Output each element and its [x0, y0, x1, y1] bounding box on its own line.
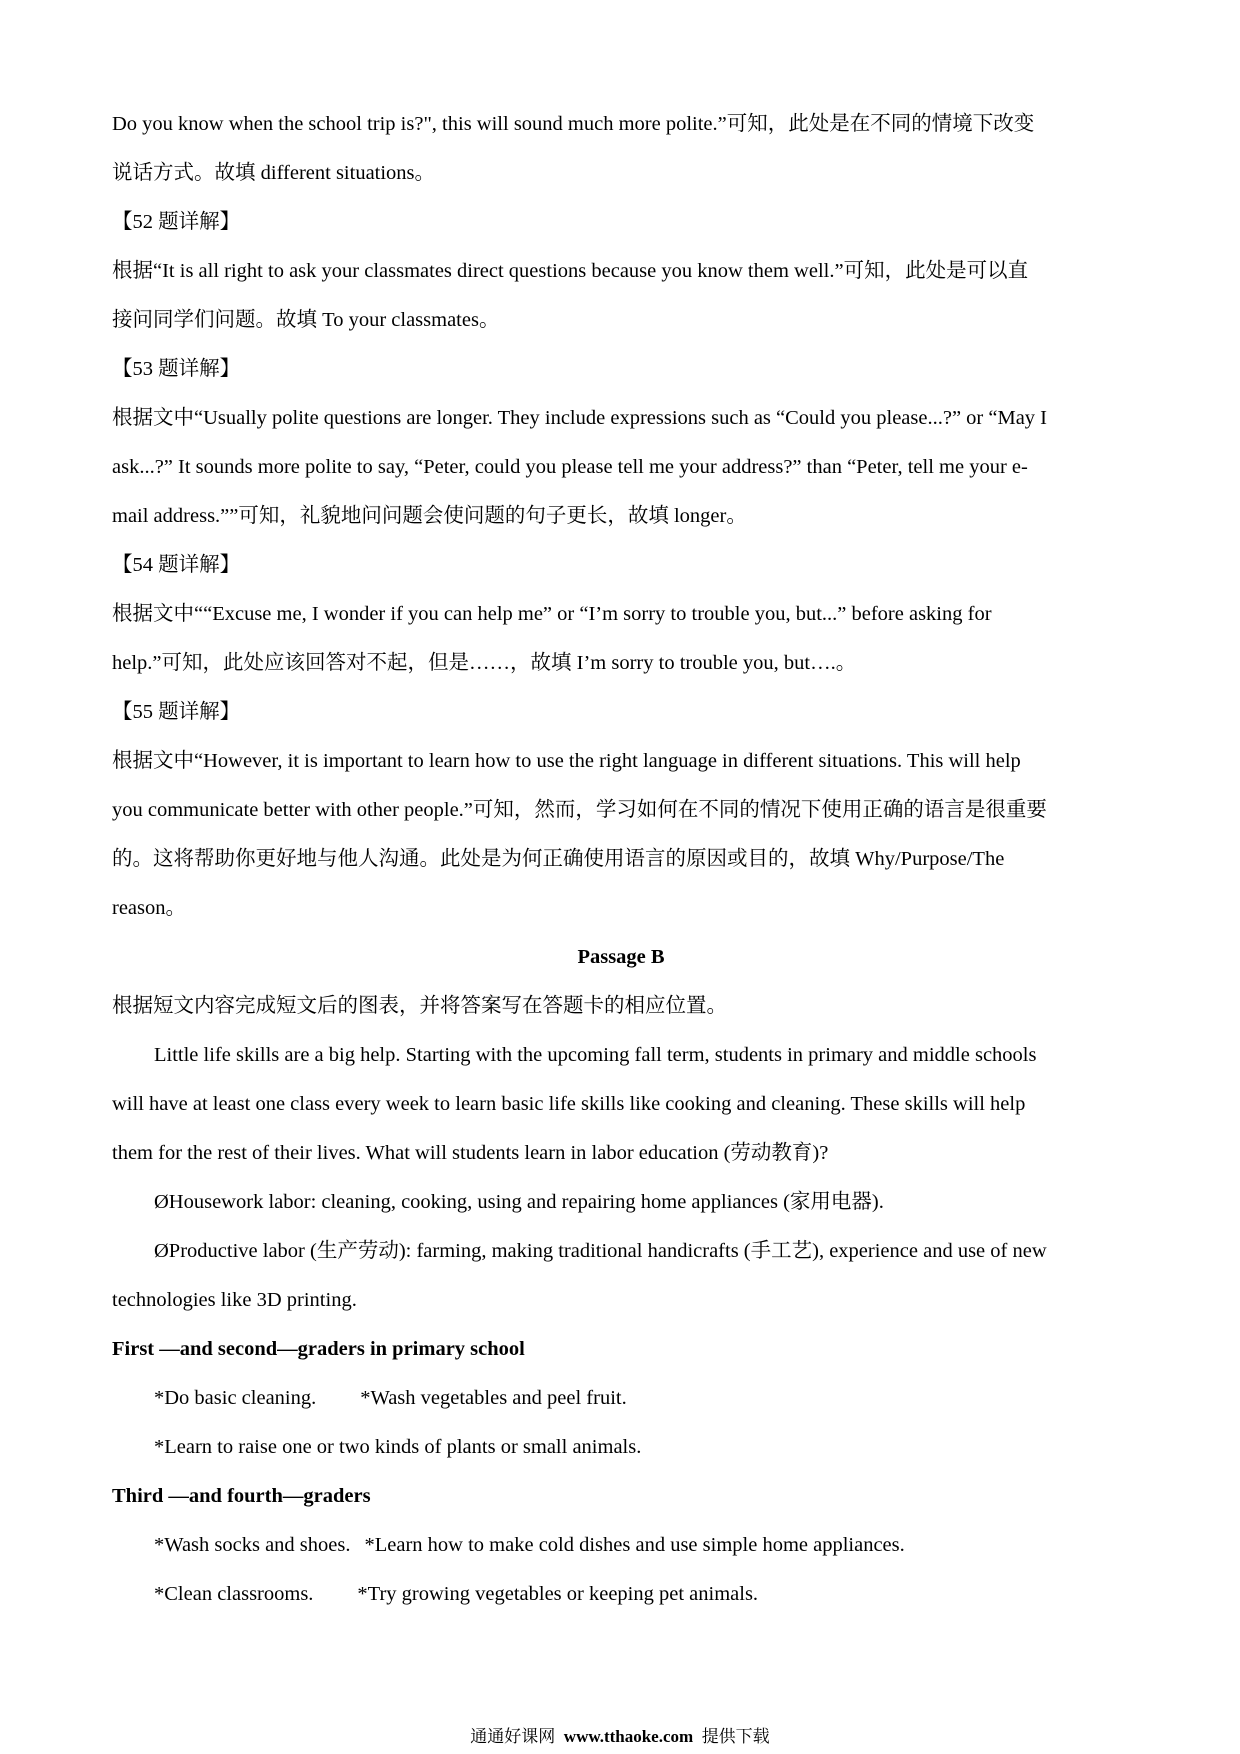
- passage-b-para1-line-2: will have at least one class every week to learn basic life skills like cooking and cleaning. These skills will help: [112, 1093, 1026, 1115]
- q51-answer-line-1: Do you know when the school trip is?", this will sound much more polite.”可知，此处是在不同的情境下改变: [112, 113, 1035, 135]
- bullet-productive-labor-line-1: ØProductive labor (生产劳动): farming, making traditional handicrafts (手工艺), experience and use of new: [154, 1240, 1047, 1262]
- group2-items-row-2: [112, 1570, 1130, 1619]
- footer-suffix: 提供下载: [701, 1727, 770, 1746]
- q55-heading: 【55 题详解】: [112, 701, 241, 723]
- group1-item-3: *Learn to raise one or two kinds of plants or small animals.: [154, 1436, 642, 1458]
- q55-answer-line-1: 根据文中“However, it is important to learn how to use the right language in different situations. This will help: [112, 750, 1021, 772]
- group2-heading: Third —and fourth—graders: [112, 1485, 371, 1507]
- q53-answer-line-1: 根据文中“Usually polite questions are longer. They include expressions such as “Could you please...?” or “May I: [112, 407, 1048, 429]
- q52-heading: 【52 题详解】: [112, 211, 241, 233]
- document-page: [112, 100, 1130, 1619]
- q53-heading: 【53 题详解】: [112, 358, 241, 380]
- q54-heading: 【54 题详解】: [112, 554, 241, 576]
- group1-items-row-1: [112, 1374, 1130, 1423]
- q55-answer-line-2: you communicate better with other people.”可知，然而，学习如何在不同的情况下使用正确的语言是很重要: [112, 799, 1047, 821]
- passage-b-para1-line-3: them for the rest of their lives. What will students learn in labor education (劳动教育)?: [112, 1142, 829, 1164]
- q53-answer-line-3: mail address.””可知，礼貌地问问题会使问题的句子更长，故填 longer。: [112, 505, 747, 527]
- q55-answer-line-3: 的。这将帮助你更好地与他人沟通。此处是为何正确使用语言的原因或目的，故填 Why/Purpose/The: [112, 848, 1005, 870]
- footer-site-link[interactable]: www.tthaoke.com: [563, 1727, 694, 1746]
- passage-b-title: Passage B: [577, 946, 665, 968]
- footer-brand: 通通好课网: [470, 1727, 556, 1746]
- passage-b-para1-line-1: Little life skills are a big help. Starting with the upcoming fall term, students in primary and middle schools: [154, 1044, 1037, 1066]
- page-footer: [0, 1726, 1240, 1748]
- q54-answer-line-2: help.”可知，此处应该回答对不起，但是……，故填 I’m sorry to trouble you, but….。: [112, 652, 857, 674]
- group1-heading: First —and second—graders in primary school: [112, 1338, 525, 1360]
- group2-item-3: *Clean classrooms.: [154, 1583, 314, 1605]
- group2-item-4: *Try growing vegetables or keeping pet animals.: [357, 1583, 759, 1605]
- group2-item-2: *Learn how to make cold dishes and use simple home appliances.: [364, 1534, 905, 1556]
- q52-answer-line-1: 根据“It is all right to ask your classmates direct questions because you know them well.”可知，此处是可以直: [112, 260, 1029, 282]
- q53-answer-line-2: ask...?” It sounds more polite to say, “Peter, could you please tell me your address?” than “Peter, tell me your e-: [112, 456, 1028, 478]
- group2-item-1: *Wash socks and shoes.: [154, 1534, 351, 1556]
- group1-item-2: *Wash vegetables and peel fruit.: [360, 1387, 627, 1409]
- group2-items-row-1: [112, 1521, 1130, 1570]
- passage-b-instruction: 根据短文内容完成短文后的图表，并将答案写在答题卡的相应位置。: [112, 995, 727, 1017]
- q51-answer-line-2: 说话方式。故填 different situations。: [112, 162, 436, 184]
- q54-answer-line-1: 根据文中““Excuse me, I wonder if you can help me” or “I’m sorry to trouble you, but...” before asking for: [112, 603, 992, 625]
- bullet-housework-labor: ØHousework labor: cleaning, cooking, using and repairing home appliances (家用电器).: [154, 1191, 884, 1213]
- group1-item-1: *Do basic cleaning.: [154, 1387, 317, 1409]
- q52-answer-line-2: 接问同学们问题。故填 To your classmates。: [112, 309, 500, 331]
- q55-answer-line-4: reason。: [112, 897, 187, 919]
- bullet-productive-labor-line-2: technologies like 3D printing.: [112, 1289, 357, 1311]
